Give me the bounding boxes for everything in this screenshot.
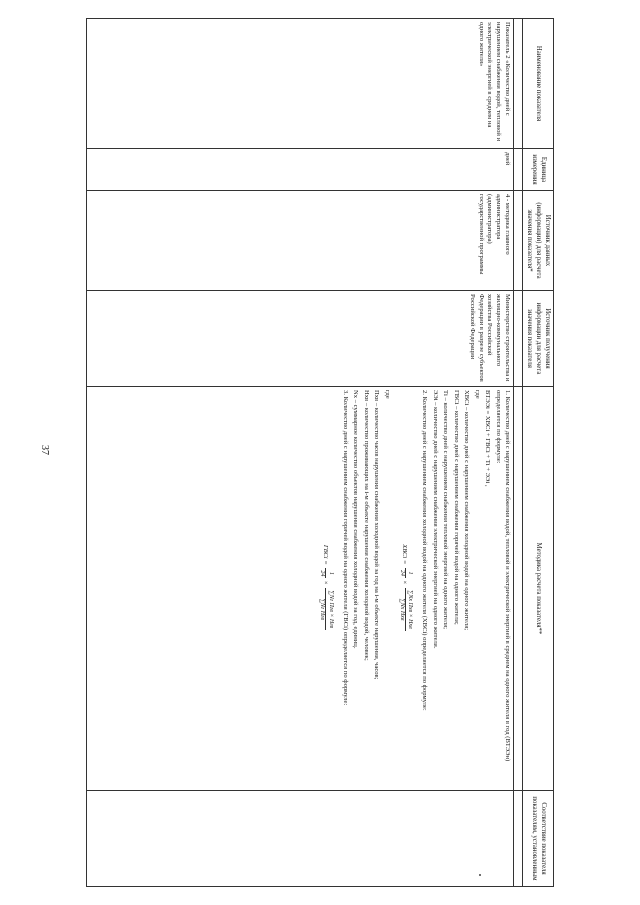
header-name: Наименование показателя [522, 19, 553, 149]
col-num-cell [513, 191, 522, 291]
fraction-denominator: ∑Nг Нгв [319, 598, 326, 620]
rotated-table-sheet [86, 18, 554, 886]
header-conformity: Соответствие показателя показателям, установленным [522, 791, 553, 887]
stray-mark [479, 874, 481, 876]
method-paragraph-3: 3. Количество дней с нарушением снабжения горячей водой на одного жителя (ГВСi) определяется по формуле: [341, 390, 349, 706]
cell-conformity [87, 791, 514, 887]
formula-fraction [317, 588, 334, 630]
method-definition: Пхв – количество часов нарушения снабжения холодной водой за год на i-м объекте нарушения, часов; [373, 390, 381, 680]
cell-name: Показатель 2 «Количество дней с нарушением снабжения водой, тепловой и электрической энергией в среднем на одного жителя» [87, 19, 514, 149]
header-info-source: Источник получения информации для расчета значения показателя [522, 291, 553, 387]
fraction-numerator: ∑Nx Пхв × Нхв [405, 588, 414, 631]
col-num-cell [513, 791, 522, 887]
method-formula-1: ВТЭЭi = ХВСi + ГВСi + Тi + ЭЭi , [484, 390, 492, 487]
method-definition: ХВСi – количество дней с нарушением снабжения холодной водой на одного жителя; [463, 390, 471, 631]
method-definition: Тi – количество дней с нарушением снабжения тепловой энергией на одного жителя; [442, 390, 450, 629]
method-definition: Nx – суммарное количество объектов нарушения снабжения холодной водой за год, единиц. [352, 390, 360, 649]
method-paragraph-1: 1. Количество дней с нарушением снабжения водой, тепловой и электрической энергией в среднем на одного жителя в год (ВТЭЭн) определяется по формуле: [494, 390, 511, 762]
method-formula-3: ГВСi = 1 24 × ∑Nг Пгв × Нгв ∑Nг Нгв [319, 544, 335, 629]
fraction-numerator: 1 [325, 568, 334, 578]
fraction-numerator: ∑Nг Пгв × Нгв [325, 588, 334, 630]
fraction-denominator: ∑Nx Нхв [398, 598, 405, 621]
header-unit: Единица измерения [522, 149, 553, 191]
method-where-2: где [383, 390, 391, 399]
formula-lhs: ГВСi = [322, 544, 330, 565]
method-formula-2: ХВСi = 1 24 × ∑Nx Пхв × Нхв ∑Nx Нхв [398, 544, 414, 629]
page-number: 37 [39, 445, 50, 455]
column-number-row [513, 19, 522, 887]
formula-coefficient [317, 568, 334, 578]
indicator-table [86, 18, 554, 887]
fraction-numerator: 1 [405, 568, 414, 578]
table-row [87, 19, 514, 887]
formula-coefficient [397, 568, 414, 578]
method-definition: Нхв – количество проживающих на i-м объекте нарушения снабжения холодной водой, человек; [362, 390, 370, 661]
col-num-cell [513, 19, 522, 149]
method-where-1: где [473, 390, 481, 399]
method-definition: ГВСi – количество дней с нарушением снабжения горячей водой на одного жителя; [452, 390, 460, 625]
cell-data-source: 4 - методика главного администратора (администратора) государственной программы [87, 191, 514, 291]
col-num-cell [513, 291, 522, 387]
formula-fraction [397, 588, 414, 631]
method-paragraph-2: 2. Количество дней с нарушением снабжения холодной водой на одного жителя (ХВСi) определяется по формуле: [421, 390, 429, 711]
col-num-cell [513, 387, 522, 791]
cell-unit: дней [87, 149, 514, 191]
fraction-denominator: 24 [319, 570, 326, 577]
header-data-source: Источник данных (информации) для расчета значения показателя* [522, 191, 553, 291]
method-definition: ЭЭi – количество дней с нарушением снабжения электрической энергией на одного жителя. [431, 390, 439, 649]
table-header-row [522, 19, 553, 887]
formula-lhs: ХВСi = [401, 544, 409, 565]
cell-method [87, 387, 514, 791]
col-num-cell [513, 149, 522, 191]
cell-info-source: Министерство строительства и жилищно-коммунального хозяйства Российской Федерации в разрезе субъектов Российской Федерации [87, 291, 514, 387]
fraction-denominator: 24 [398, 569, 405, 576]
header-method: Методика расчета показателя** [522, 387, 553, 791]
